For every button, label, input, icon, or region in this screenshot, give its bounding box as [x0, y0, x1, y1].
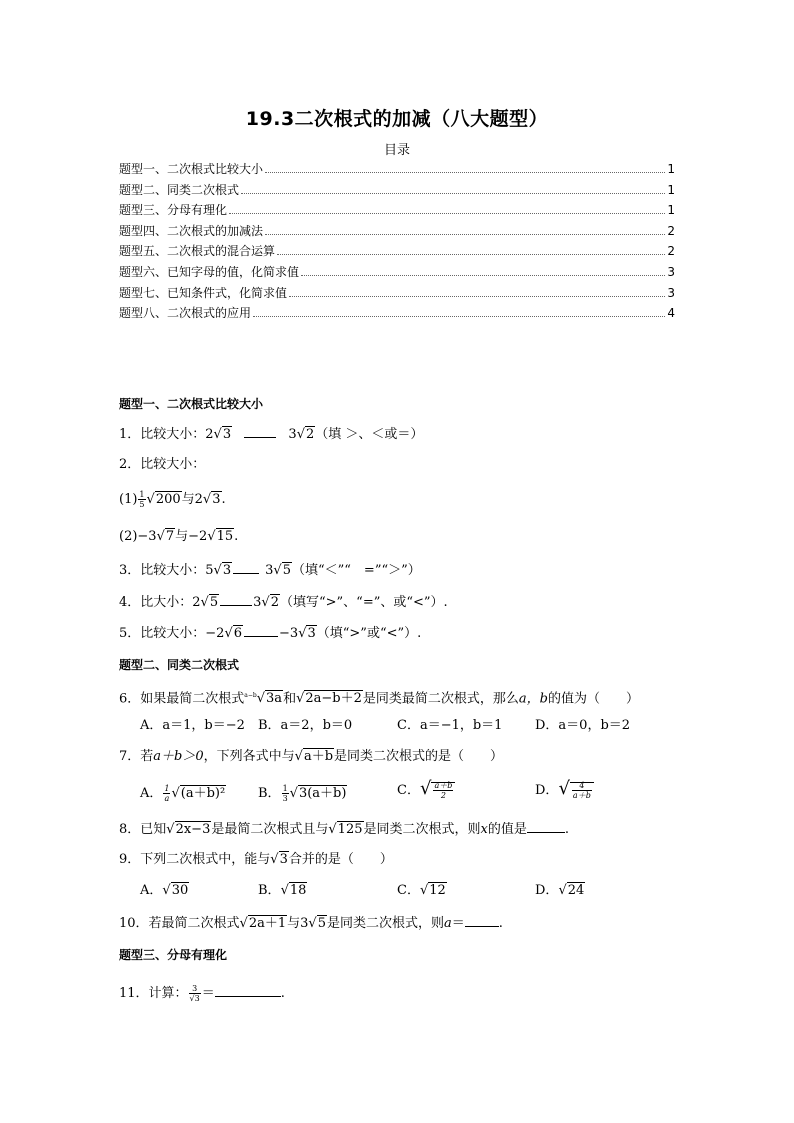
q1-text: 3 [288, 427, 297, 442]
fraction: $\frac{1}{5}$ [139, 490, 145, 509]
radical: √3a [256, 691, 283, 707]
toc-leader [277, 253, 665, 255]
toc-item-label: 题型四、二次根式的加减法 [119, 223, 264, 238]
toc-item[interactable] [119, 263, 675, 284]
question-1 [119, 425, 423, 444]
answer-blank[interactable] [220, 593, 252, 606]
radical: √3 [298, 626, 316, 641]
toc-heading: 目录 [383, 143, 410, 158]
q1-text: （填 ＞、＜或＝） [315, 427, 424, 442]
section-heading-1: 题型一、二次根式比较大小 [119, 397, 264, 411]
toc-leader [289, 295, 665, 297]
radical: √5 [308, 916, 326, 931]
radical: √a＋b [294, 749, 334, 764]
question-8: 8．已知√2x−3是最简二次根式且与√125是同类二次根式，则x的值是 . [119, 822, 570, 837]
table-of-contents [119, 160, 675, 325]
answer-blank[interactable] [215, 984, 281, 997]
toc-item-label: 题型三、分母有理化 [119, 203, 228, 218]
q6-option-c[interactable]: C．a＝−1，b＝1 [397, 718, 503, 733]
radical: √7 [156, 529, 175, 544]
radical: √5 [200, 595, 219, 610]
toc-leader [265, 171, 665, 173]
radical: √3 [213, 563, 232, 578]
radical: √2x−3 [166, 822, 211, 837]
answer-blank[interactable] [244, 624, 278, 637]
radical: √2a−b＋2 [296, 691, 362, 707]
question-2-part-2: (2)−3√7与−2√15. [119, 529, 239, 544]
q9-option-b[interactable]: B．√18 [258, 883, 307, 898]
radical: √3 [213, 427, 232, 442]
radical: √200 [146, 492, 181, 507]
toc-item-label: 题型七、已知条件式，化简求值 [119, 285, 288, 300]
q7-option-d[interactable]: D．√ $\frac{4}{a+b}$ [535, 780, 594, 800]
q6-option-d[interactable]: D．a＝0，b＝2 [535, 718, 631, 733]
answer-blank[interactable] [465, 914, 499, 927]
toc-leader [265, 233, 665, 235]
toc-item[interactable] [119, 284, 675, 305]
section-heading-2: 题型二、同类二次根式 [119, 658, 240, 672]
toc-item-page: 2 [667, 244, 675, 259]
toc-item-page: 1 [667, 182, 675, 197]
toc-item-page: 3 [667, 285, 675, 300]
toc-item[interactable] [119, 201, 675, 222]
answer-blank[interactable] [527, 820, 565, 833]
q1-text: 1．比较大小：2 [119, 427, 214, 442]
answer-blank[interactable] [233, 561, 259, 574]
toc-item-page: 2 [667, 223, 675, 238]
question-5: 5．比较大小：−2√6 −3√3（填“>”或“<”）. [119, 626, 422, 641]
radical: √2a＋1 [239, 916, 287, 931]
section-heading-3: 题型三、分母有理化 [119, 948, 228, 962]
radical: √125 [328, 822, 363, 837]
toc-leader [253, 315, 665, 317]
question-4: 4．比大小：2√5 3√2（填写“>”、“=”、或“<”）. [119, 595, 448, 610]
toc-item[interactable] [119, 181, 675, 202]
radical: √2 [261, 595, 279, 610]
radical: √2 [296, 427, 315, 442]
toc-item-page: 3 [667, 264, 675, 279]
question-11: 11．计算： $\frac{3}{√3}$ ＝ . [119, 984, 285, 1003]
question-7: 7．若a＋b＞0，下列各式中与√a＋b是同类二次根式的是（ ） [119, 749, 504, 764]
toc-item-label: 题型六、已知字母的值，化简求值 [119, 264, 300, 279]
radical: √3 [270, 852, 288, 867]
question-9: 9．下列二次根式中，能与√3合并的是（ ） [119, 852, 393, 867]
q6-option-b[interactable]: B．a＝2，b＝0 [258, 718, 353, 733]
question-6: 6．如果最简二次根式$^{a-b}$√3a和√2a−b＋2是同类最简二次根式，那么a，b的值为（ ） [119, 691, 639, 707]
question-3: 3．比较大小：5√3 3√5（填“＜”“ =”“＞”） [119, 563, 421, 578]
toc-item[interactable] [119, 222, 675, 243]
q9-option-d[interactable]: D．√24 [535, 883, 585, 898]
radical: √3 [202, 492, 221, 507]
question-2: 2．比较大小： [119, 457, 206, 472]
q9-option-c[interactable]: C．√12 [397, 883, 446, 898]
q6-option-a[interactable]: A．a＝1，b＝−2 [140, 718, 245, 733]
question-2-part-1: (1) $\frac{1}{5}$ √200与2√3. [119, 490, 226, 509]
toc-item-label: 题型二、同类二次根式 [119, 182, 240, 197]
toc-item-page: 1 [667, 162, 675, 176]
toc-leader [301, 274, 665, 276]
answer-blank[interactable] [244, 425, 276, 438]
document-title: 19.3二次根式的加减（八大题型） [245, 108, 549, 130]
toc-item[interactable] [119, 160, 675, 181]
toc-item[interactable] [119, 304, 675, 325]
q7-option-b[interactable]: B． $\frac{1}{3}$ √3(a＋b) [258, 784, 347, 803]
toc-leader [229, 212, 665, 214]
q9-option-a[interactable]: A．√30 [140, 883, 189, 898]
question-10: 10．若最简二次根式√2a＋1与3√5是同类二次根式，则a＝ . [119, 916, 503, 931]
toc-item-page: 4 [667, 306, 675, 321]
toc-item-page: 1 [667, 203, 675, 218]
radical: √6 [224, 626, 243, 641]
radical: √5 [273, 563, 291, 578]
toc-item-label: 题型八、二次根式的应用 [119, 306, 252, 321]
q7-option-c[interactable]: C．√ $\frac{a+b}{2}$ [397, 780, 455, 800]
toc-item[interactable] [119, 242, 675, 263]
q7-option-a[interactable]: A． $\frac{1}{a}$ √(a＋b)² [140, 784, 226, 803]
toc-item-label: 题型五、二次根式的混合运算 [119, 244, 276, 259]
toc-item-label: 题型一、二次根式比较大小 [119, 162, 264, 176]
radical: √15 [207, 529, 234, 544]
toc-leader [241, 192, 665, 194]
